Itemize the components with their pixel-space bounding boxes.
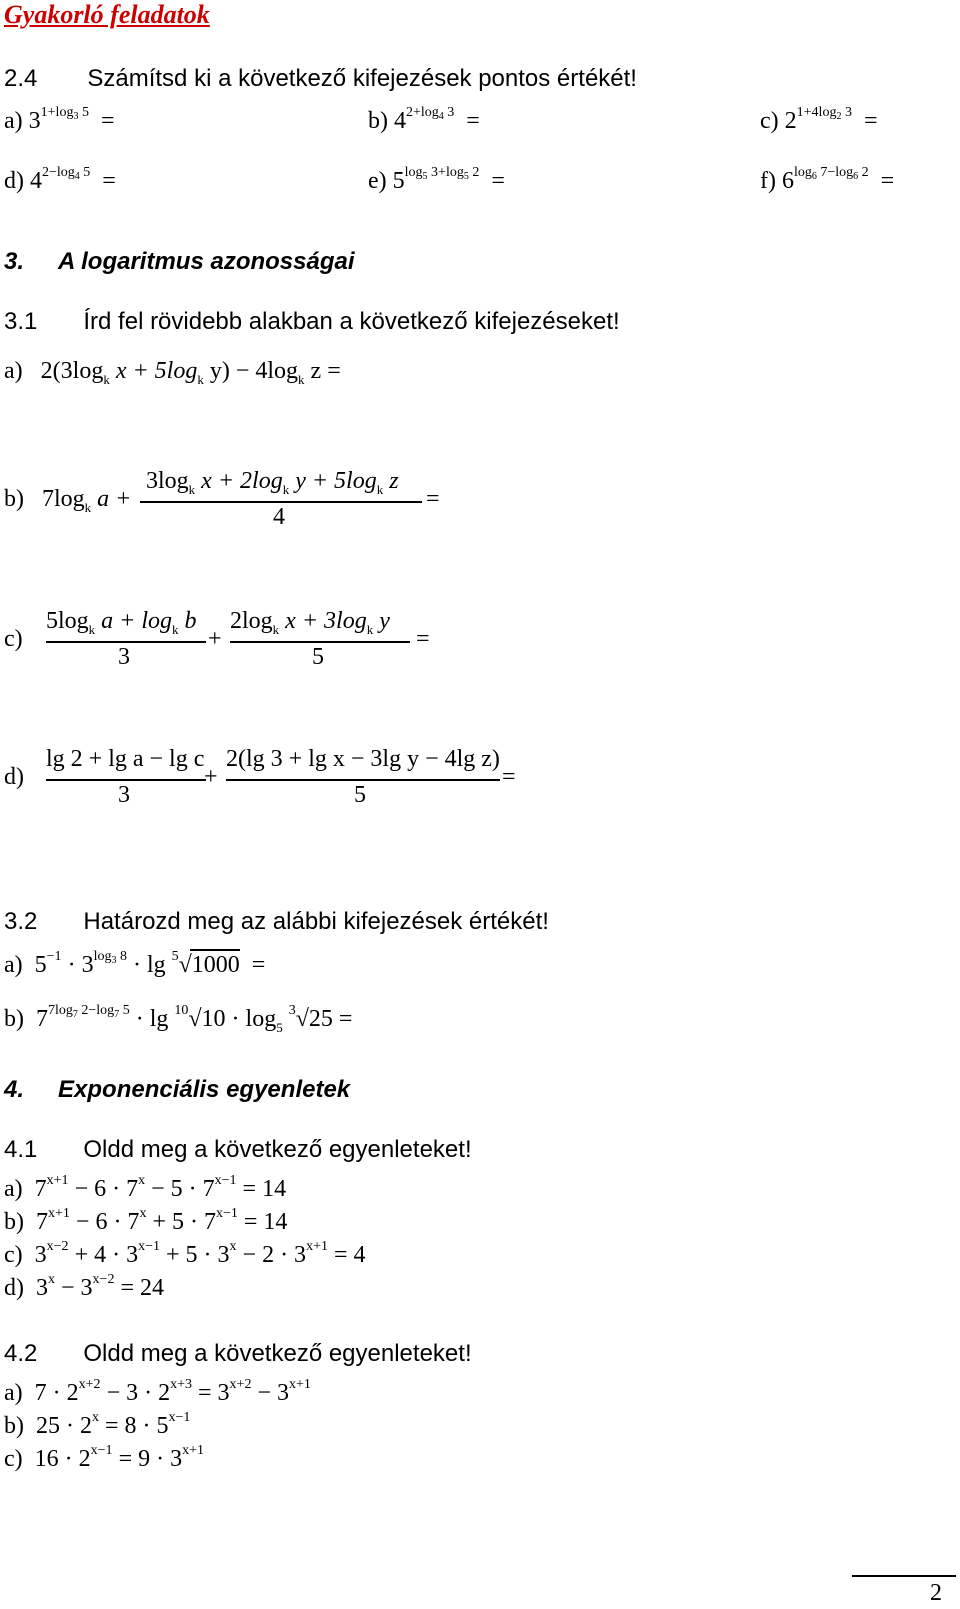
term: − 3 — [251, 1380, 289, 1406]
term: = 4 — [327, 1242, 366, 1268]
term: − 3 — [55, 1275, 93, 1301]
term: = 9 · 3 — [112, 1446, 183, 1472]
exercise-3-1-b-lead: b) $7\log_k$ a + — [4, 486, 132, 515]
exercise-3-1-a: a) $2(3\log_k$ $x + 5\log_k$ $y) - 4\log_k$ z = — [4, 358, 341, 387]
term: 7 — [34, 1176, 47, 1202]
equation-item — [4, 1443, 204, 1473]
exercise-3-2-b: b) $7^{7log_7 2-log_7 5} \cdot \lg ^{10}√10 \cdot \log_5 ^3√25$ = — [4, 1003, 353, 1035]
radical-bar — [190, 949, 240, 951]
root-index: 5 — [171, 949, 179, 964]
exercise-2-4-b: b) $4^{2+log_4 3}$ = — [368, 105, 480, 134]
equation-item — [4, 1239, 366, 1269]
item-label: a) — [4, 1380, 23, 1406]
equation-item — [4, 1410, 191, 1440]
exponent: x+1 — [46, 1173, 69, 1188]
numerator: $3\log_k$ $x + 2\log_k$ $y + 5\log_k$ z — [146, 468, 399, 497]
footer-rule — [852, 1575, 956, 1577]
term: 16 · 2 — [34, 1446, 91, 1472]
term: − 5 · 7 — [145, 1176, 215, 1202]
term: 7 · 2 — [34, 1380, 79, 1406]
equation-item — [4, 1272, 164, 1302]
term: 25 · 2 — [36, 1413, 92, 1439]
task-text: Számítsd ki a következő kifejezések pontos értékét! — [87, 65, 637, 92]
exercise-2-4-a: a) $3^{1+log_3 5}$ = — [4, 105, 115, 134]
task-3-1-heading: 3.1 Írd fel rövidebb alakban a következő kifejezéseket! — [4, 308, 620, 335]
term: = 24 — [114, 1275, 164, 1301]
exercise-2-4-f: f) $6^{log_6 7-log_6 2}$ = — [760, 165, 895, 194]
term: − 3 · 2 — [100, 1380, 171, 1406]
root-index: 3 — [288, 1003, 296, 1018]
exponent: x — [139, 1206, 147, 1221]
term: = 14 — [236, 1176, 287, 1202]
exponent: x+2 — [78, 1377, 101, 1392]
exponent: x−2 — [92, 1272, 115, 1287]
plus-sign: + — [208, 626, 222, 652]
item-label: a) — [4, 1176, 23, 1202]
term: 7 — [36, 1209, 48, 1235]
exponent: x+3 — [170, 1377, 192, 1392]
fraction-bar — [46, 779, 206, 781]
term: + 5 · 3 — [160, 1242, 230, 1268]
exercise-3-1-d-label: d) — [4, 764, 24, 790]
task-3-2-heading: 3.2 Határozd meg az alábbi kifejezések értékét! — [4, 908, 549, 935]
term: − 2 · 3 — [236, 1242, 307, 1268]
exercise-2-4-d: d) $4^{2-log_4 5}$ = — [4, 165, 116, 194]
exponent: x+1 — [182, 1443, 204, 1458]
equation-item — [4, 1377, 311, 1407]
section-4-heading: 4. Exponenciális egyenletek — [4, 1076, 351, 1103]
exponent: x−1 — [138, 1239, 160, 1254]
exponent: x+2 — [229, 1377, 252, 1392]
term: + 4 · 3 — [68, 1242, 139, 1268]
task-2-4-heading — [4, 65, 637, 93]
term: − 6 · 7 — [69, 1209, 140, 1235]
page-number: 2 — [930, 1580, 942, 1606]
fraction-bar — [46, 641, 206, 643]
item-label: b) — [4, 1413, 24, 1439]
radicand: 25 — [308, 1006, 333, 1032]
term: 3 — [36, 1275, 48, 1301]
section-3-heading: 3. A logaritmus azonosságai — [4, 248, 355, 275]
page-heading: Gyakorló feladatok — [4, 0, 210, 29]
exponent: x — [48, 1272, 55, 1287]
item-label: d) — [4, 1275, 24, 1301]
item-label: b) — [4, 1209, 24, 1235]
equation-item — [4, 1173, 287, 1203]
equals-sign: = — [426, 486, 440, 512]
exponent: x — [92, 1410, 99, 1425]
equals-sign: = — [502, 764, 516, 790]
fraction-bar — [230, 641, 410, 643]
term: = 3 — [192, 1380, 230, 1406]
fraction-bar — [226, 779, 500, 781]
term: = 8 · 5 — [99, 1413, 169, 1439]
exponent: x — [138, 1173, 146, 1188]
equation-item — [4, 1206, 288, 1236]
term: = 14 — [237, 1209, 288, 1235]
exponent: x−1 — [214, 1173, 237, 1188]
item-label: c) — [4, 1446, 23, 1472]
term: 3 — [34, 1242, 47, 1268]
equals-sign: = — [416, 626, 430, 652]
exponent: x−1 — [215, 1206, 238, 1221]
term: + 5 · 7 — [146, 1209, 216, 1235]
root-index: 10 — [174, 1003, 189, 1018]
exercise-2-4-c: c) $2^{1+4log_2 3}$ = — [760, 105, 878, 134]
exercise-3-2-a: a) $5^{-1} \cdot 3^{log_3 8} \cdot \lg ^5√1000$ = — [4, 949, 266, 978]
fraction-bar — [140, 501, 422, 503]
exponent: x−1 — [168, 1410, 191, 1425]
item-label: c) — [4, 1242, 23, 1268]
exponent: x−1 — [90, 1443, 113, 1458]
task-number: 2.4 — [4, 65, 38, 92]
radicand: 10 — [201, 1006, 226, 1032]
task-4-2-heading: 4.2 Oldd meg a következő egyenleteket! — [4, 1340, 472, 1367]
exponent: x+1 — [48, 1206, 70, 1221]
exponent: x+1 — [289, 1377, 311, 1392]
term: − 6 · 7 — [68, 1176, 139, 1202]
exponent: x — [229, 1239, 237, 1254]
exercise-2-4-e: e) $5^{log_5 3+log_5 2}$ = — [368, 165, 505, 194]
exercise-3-1-c-label: c) — [4, 626, 23, 652]
task-4-1-heading: 4.1 Oldd meg a következő egyenleteket! — [4, 1136, 472, 1163]
radicand: 1000 — [191, 952, 240, 978]
denominator: 4 — [273, 504, 285, 530]
exponent: x−2 — [46, 1239, 69, 1254]
exponent: x+1 — [306, 1239, 328, 1254]
plus-sign: + — [204, 764, 218, 790]
